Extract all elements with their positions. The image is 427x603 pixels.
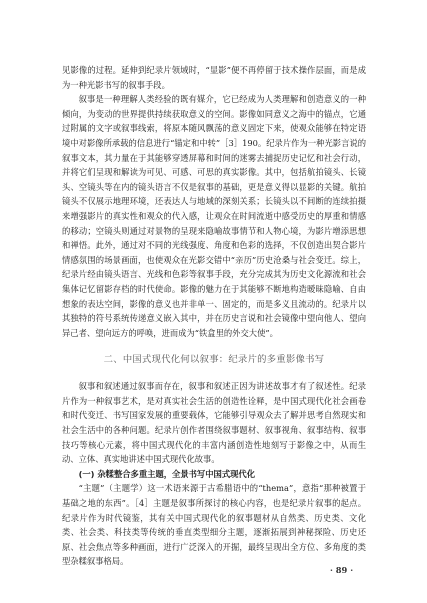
subsection-body-paragraph: “主题”（主题学）这一术语来源于古希腊语中的“thema”，意指“那种被置于基础之地的东西”。［4］主题是叙事所探讨的核心内容，也是纪录片叙事的起点。纪录片作为时代镜鉴，其有关中国式现代化的叙事题材从自然类、历史类、文化类、社会类、科技类等传统的垂直类型细分主题，逐渐拓展到神秘探险、历史还原、社会焦点等多种画面，进行广泛深入的开掘，最终呈现出全方位、多角度的类型杂糅叙事格局。 <box>62 483 366 567</box>
page-content <box>62 63 366 569</box>
continuation-paragraph: 见影像的过程。延伸到纪录片领域时，“显影”便不再停留于技术操作层面，而是成为一种光影书写的叙事手段。 <box>62 65 366 90</box>
section-intro-paragraph: 叙事和叙述通过叙事而存在，叙事和叙述正因为讲述故事才有了叙述性。纪录片作为一种叙事艺术，是对真实社会生活的创造性诠释，是中国式现代化社会画卷和时代变迁、书写国家发展的重要载体，它能够引导观众去了解并思考自然现实和社会生活中的各种问题。纪录片创作者围绕叙事题材、叙事视角、叙事结构、叙事技巧等核心元素，将中国式现代化的丰富内涵创造性地刻写于影像之中，从而生动、立体、真实地讲述中国式现代化故事。 <box>62 381 366 465</box>
subsection-heading: (一) 杂糅整合多重主题，全景书写中国式现代化 <box>78 468 256 479</box>
page-number: · 89 · <box>330 565 354 575</box>
narrative-paragraph: 叙事是一种理解人类经验的既有媒介，它已经成为人类理解和创造意义的一种倾向，为变动的世界提供持续获取意义的空间。影像如同意义之海中的锚点，它通过附属的文字或叙事线索，将原本随风飘荡的意义固定下来，使观众能够在特定语境中对影像所承载的信息进行“锚定和中转”［3］190。纪录片作为一种光影言说的叙事文本，其力量在于其能够穿透屏幕和时间的迷雾去捕捉历史记忆和社会行动，并将它们呈现和解读为可见、可感、可思的真实影像。其中，包括航拍镜头、长镜头、空镜头等在内的镜头语言不仅是叙事的基础，更是意义得以显影的关键。航拍镜头不仅展示地理环境，还表达人与地域的深刻关系；长镜头以不间断的连续拍摄来增强影片的真实性和观众的代入感，让观众在时间流逝中感受历史的厚重和情感的移动；空镜头则通过对景物的呈现来隐喻故事情节和人物心境，为影片增添思想和禅悟。此外，通过对不同的光线强度、角度和色彩的选择，不仅创造出契合影片情感氛围的场景画面，也使观众在光影交错中“亲历”历史沧桑与社会变迁。综上，纪录片经由镜头语言、光线和色彩等叙事手段，充分完成其为历史文化源流和社会集体记忆留影存档的时代使命。影像的魅力在于其能够不断地构造暧昧隐喻、自由想象的表达空间，影像的意义也并非单一、固定的，而是多义且流动的。纪录片以其独特的符号系统传递意义嵌入其中，并在历史言说和社会镜像中望向他人、望向异己者、望向远方的呼唤，进而成为“铁盒里的外交大使”。 <box>62 94 366 338</box>
section-heading: 二、中国式现代化何以叙事：纪录片的多重影像书写 <box>103 354 325 366</box>
